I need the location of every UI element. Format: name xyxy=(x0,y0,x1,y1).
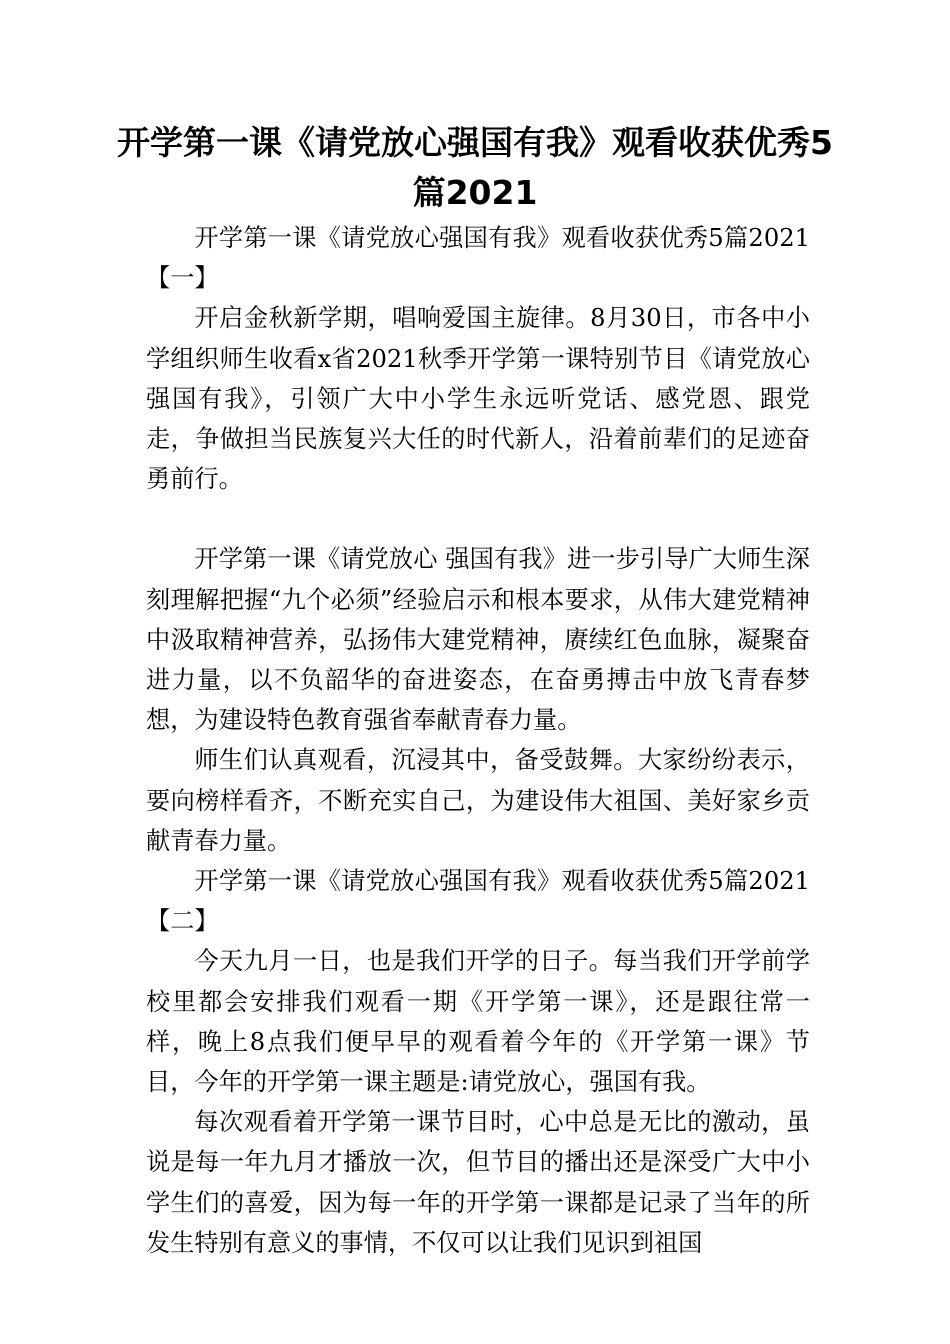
paragraph: 每次观看着开学第一课节目时，心中总是无比的激动，虽说是每一年九月才播放一次，但节目的播出还是深受广大中小学生们的喜爱，因为每一年的开学第一课都是记录了当年的所发生特别有意义的事情，不仅可以让我们见识到祖国 xyxy=(146,1108,810,1257)
paragraph: 今天九月一日，也是我们开学的日子。每当我们开学前学校里都会安排我们观看一期《开学第一课》，还是跟往常一样，晚上8点我们便早早的观看着今年的《开学第一课》节目，今年的开学第一课主题是:请党放心，强国有我。 xyxy=(146,947,810,1097)
section-heading-1: 开学第一课《请党放心强国有我》观看收获优秀5篇2021【一】 xyxy=(146,224,810,293)
document-title: 开学第一课《请党放心强国有我》观看收获优秀5篇2021 xyxy=(117,123,833,212)
section-heading-2: 开学第一课《请党放心强国有我》观看收获优秀5篇2021【二】 xyxy=(146,867,810,936)
paragraph: 师生们认真观看，沉浸其中，备受鼓舞。大家纷纷表示，要向榜样看齐，不断充实自己，为建设伟大祖国、美好家乡贡献青春力量。 xyxy=(146,746,810,855)
paragraph: 开启金秋新学期，唱响爱国主旋律。8月30日，市各中小学组织师生收看x省2021秋季开学第一课特别节目《请党放心 强国有我》，引领广大中小学生永远听党话、感党恩、跟党走，争做担当民族复兴大任的时代新人，沿着前辈们的足迹奋勇前行。 xyxy=(146,304,810,494)
document-body xyxy=(146,218,810,1263)
paragraph: 开学第一课《请党放心 强国有我》进一步引导广大师生深刻理解把握“九个必须”经验启示和根本要求，从伟大建党精神中汲取精神营养，弘扬伟大建党精神，赓续红色血脉，凝聚奋进力量，以不负韶华的奋进姿态，在奋勇搏击中放飞青春梦想，为建设特色教育强省奉献青春力量。 xyxy=(146,545,810,735)
